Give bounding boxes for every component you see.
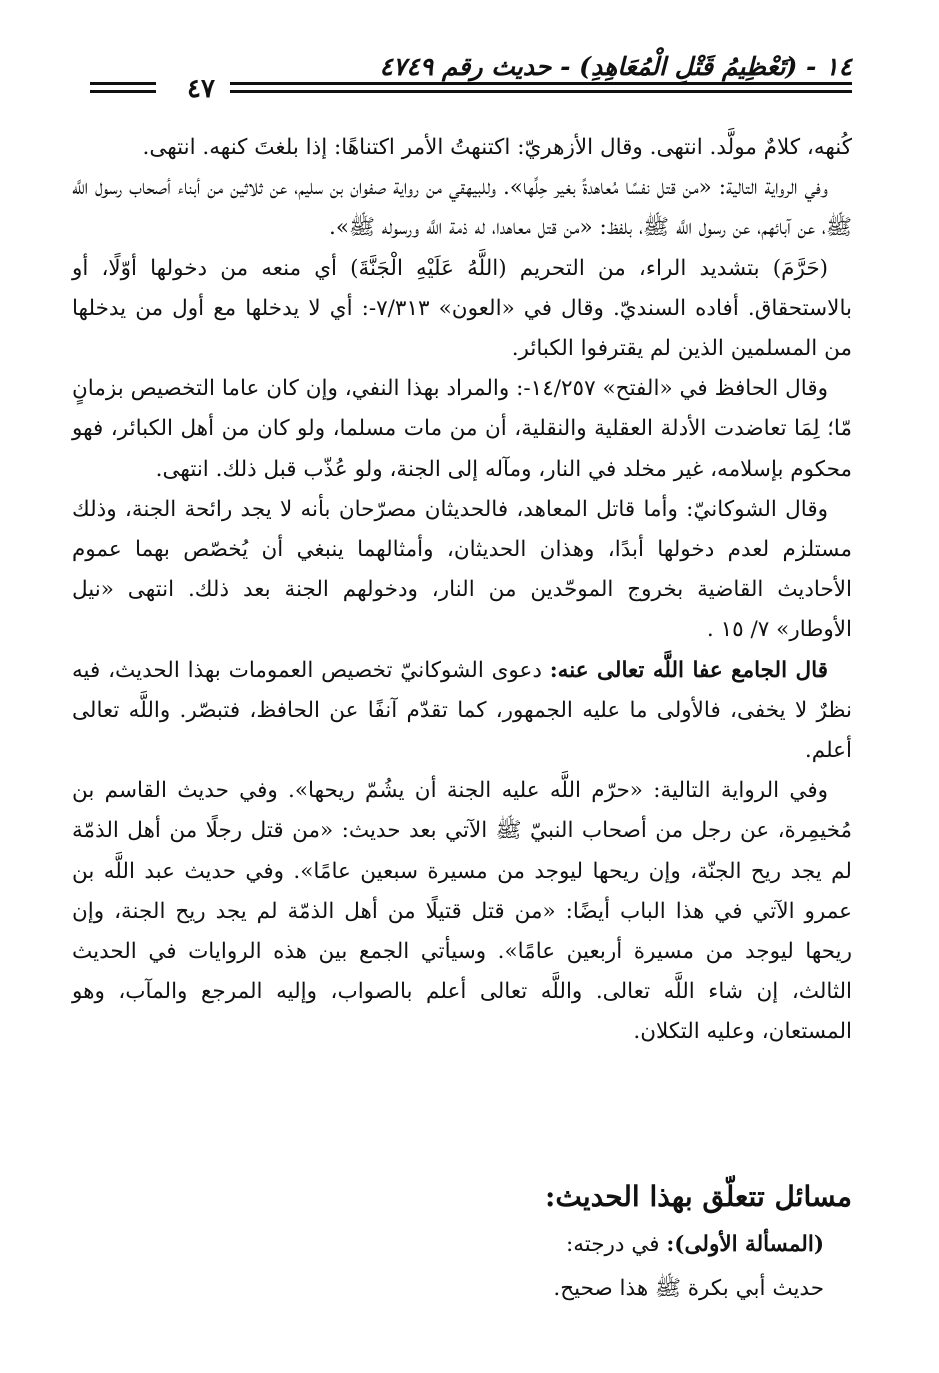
paragraph-6 xyxy=(72,651,852,772)
header-rule-long-bottom xyxy=(230,90,852,93)
question-line xyxy=(72,1232,824,1257)
question-label: (المسألة الأولى): xyxy=(666,1232,824,1257)
header-rule-long-top xyxy=(230,82,852,85)
header-rule-short-bottom xyxy=(90,90,156,93)
page-header xyxy=(90,48,852,108)
page-number: ٤٧ xyxy=(187,74,215,104)
paragraph-3: (حَرَّمَ) بتشديد الراء، من التحريم (اللَّهُ عَلَيْهِ الْجَنَّةَ) أي منعه من دخولها أوّلًا، أو بالاستحقاق. أفاده السنديّ. وقال في «العون» ٧/٣١٣-: أي لا يدخلها مع أول من يدخلها من المسلمين الذين لم يقترفوا الكبائر. xyxy=(72,255,852,362)
running-title: ١٤ - (تَعْظِيمُ قَتْلِ الْمُعَاهِدِ) - حديث رقم ٤٧٤٩ xyxy=(379,52,852,81)
paragraph-1: كُنهه، كلامٌ مولَّد. انتهى. وقال الأزهريّ: اكتنهتُ الأمر اكتناهًا: إذا بلغتَ كنهه. انتهى. xyxy=(142,135,852,160)
header-rule-short-top xyxy=(90,82,156,85)
paragraph-7: وفي الرواية التالية: «حرّم اللَّه عليه الجنة أن يشُمّ ريحها». وفي حديث القاسم بن مُخيمِرة، عن رجل من أصحاب النبيّ ﷺ الآتي بعد حديث: «من قتل رجلًا من أهل الذمّة لم يجد ريح الجنّة، وإن ريحها ليوجد من مسيرة سبعين عامًا». وفي حديث عبد اللَّه بن عمرو الآتي في هذا الباب أيضًا: «من قتل قتيلًا من أهل الذمّة لم يجد ريح الجنة، وإن ريحها ليوجد من مسيرة أربعين عامًا». وسيأتي الجمع بين هذه الروايات في الحديث الثالث، إن شاء اللَّه تعالى. واللَّه تعالى أعلم بالصواب، وإليه المرجع والمآب، وهو المستعان، وعليه التكلان. xyxy=(72,778,852,1045)
paragraph-6-text: دعوى الشوكانيّ تخصيص العمومات بهذا الحديث، فيه نظرٌ لا يخفى، فالأولى ما عليه الجمهور، كما تقدّم آنفًا عن الحافظ، فتبصّر. واللَّه تعالى أعلم. xyxy=(72,657,852,764)
section-heading: مسائل تتعلّق بهذا الحديث: xyxy=(544,1180,852,1213)
paragraph-2: وفي الرواية التالية: «من قتل نفسًا مُعاهدةً بغير حِلِّها». وللبيهقي من رواية صفوان بن سليم، عن ثلاثين من أبناء أصحاب رسول اللَّه ﷺ، عن آبائهم، عن رسول اللَّه ﷺ، بلفظ: «من قتل معاهدا، له ذمة اللَّه ورسوله ﷺ». xyxy=(72,175,852,241)
paragraph-4: وقال الحافظ في «الفتح» ١٤/٢٥٧-: والمراد بهذا النفي، وإن كان عاما التخصيص بزمانٍ مّا؛ لِمَا تعاضدت الأدلة العقلية والنقلية، أن من مات مسلما، ولو كان من أهل الكبائر، فهو محكوم بإسلامه، غير مخلد في النار، ومآله إلى الجنة، ولو عُذّب قبل ذلك. انتهى. xyxy=(72,376,852,482)
paragraph-6-lead: قال الجامع عفا اللَّه تعالى عنه: xyxy=(549,657,828,683)
paragraph-5: وقال الشوكانيّ: وأما قاتل المعاهد، فالحديثان مصرّحان بأنه لا يجد رائحة الجنة، وذلك مستلزم لعدم دخولها أبدًا، وهذان الحديثان، وأمثالهما ينبغي أن يُخصّص بهما عموم الأحاديث القاضية بخروج الموحّدين من النار، ودخولهم الجنة بعد ذلك. انتهى «نيل الأوطار» ٧/ ١٥ . xyxy=(72,496,852,643)
question-text: في درجته: xyxy=(566,1232,667,1257)
closing-line: حديث أبي بكرة ﷺ هذا صحيح. xyxy=(553,1276,824,1301)
body-text xyxy=(72,128,852,1053)
